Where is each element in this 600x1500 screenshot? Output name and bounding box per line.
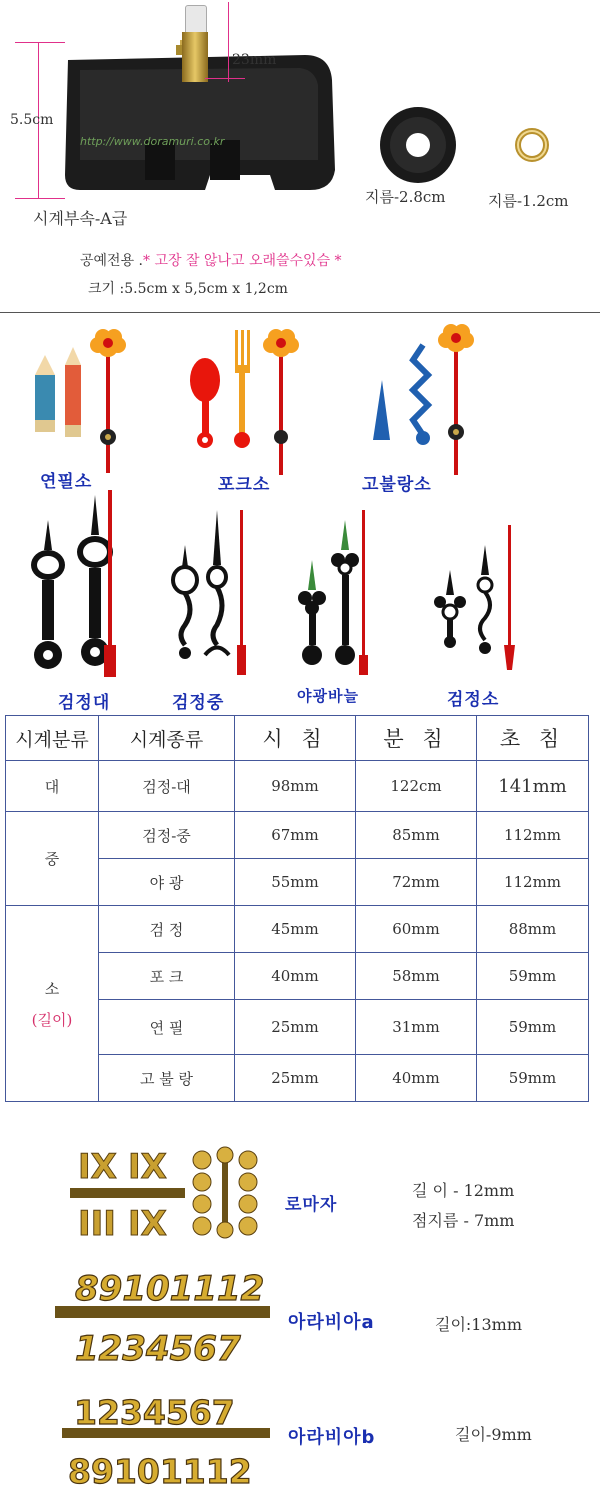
cell-second: 112mm (477, 859, 589, 906)
cell-second: 88mm (477, 906, 589, 953)
cell-hour: 40mm (235, 953, 356, 1000)
arabic-a-spec: 길이:13mm (435, 1315, 523, 1334)
pencil-label: 연필소 (40, 472, 93, 492)
cell-type: 검정-대 (99, 761, 235, 812)
cell-hour: 55mm (235, 859, 356, 906)
table-row (6, 761, 589, 812)
height-dimension: 5.5cm (10, 112, 54, 128)
arabic-b-top: 1234567 (74, 1393, 235, 1432)
note-line-1 (80, 250, 342, 270)
note-line-2: 크기 :5.5cm x 5,5cm x 1,2cm (88, 281, 288, 297)
arabic-b-label: 아라비아b (288, 1427, 376, 1448)
roman-spec-length: 길 이 - 12mm (412, 1181, 515, 1200)
dim-line-top (15, 42, 65, 43)
note-prefix: 공예전용 . (80, 253, 143, 269)
shaft-dimension: 23mm (232, 52, 277, 68)
arabic-b-numerals-image (62, 1388, 272, 1493)
cell-type: 검정-중 (99, 812, 235, 859)
roman-glyph: III (78, 1204, 116, 1244)
cell-hour: 67mm (235, 812, 356, 859)
cell-minute: 72mm (356, 859, 477, 906)
luminous-hands-image (290, 510, 400, 685)
cell-category: 중 (6, 812, 99, 906)
hands-spec-table (5, 715, 589, 1102)
arabic-b-bottom: 89101112 (68, 1452, 252, 1491)
header-hour: 시 침 (235, 716, 356, 761)
luminous-label: 야광바늘 (297, 687, 359, 705)
cell-second: 59mm (477, 1000, 589, 1055)
washer-image (378, 105, 458, 185)
cell-type: 연 필 (99, 1000, 235, 1055)
cell-minute: 85mm (356, 812, 477, 859)
cell-type: 포 크 (99, 953, 235, 1000)
note-pink: * 고장 잘 않나고 오래쓸수있슴 * (143, 253, 342, 269)
fork-hands-image (185, 325, 305, 475)
cell-minute: 40mm (356, 1055, 477, 1102)
brass-ring-image (515, 128, 549, 162)
header-second: 초 침 (477, 716, 589, 761)
shaft-brass (182, 32, 208, 82)
divider (0, 312, 600, 313)
black-large-hands-image (20, 490, 150, 690)
table-header-row (6, 716, 589, 761)
cell-second: 141mm (477, 761, 589, 812)
arabic-a-bottom: 1234567 (75, 1329, 241, 1369)
cell-hour: 45mm (235, 906, 356, 953)
cell-type: 고 불 랑 (99, 1055, 235, 1102)
black-medium-label: 검정중 (172, 693, 225, 713)
roman-spec-dot: 점지름 - 7mm (412, 1211, 515, 1230)
pencil-hands-image (25, 325, 145, 475)
cell-hour: 25mm (235, 1055, 356, 1102)
gobullang-label: 고불랑소 (362, 475, 432, 495)
black-small-hands-image (430, 520, 540, 680)
dim-line-shaft-base (205, 78, 245, 79)
cell-category (6, 906, 99, 1102)
cell-hour: 98mm (235, 761, 356, 812)
dim-line-bottom (15, 198, 65, 199)
table-row (6, 906, 589, 953)
roman-glyph: IX (128, 1147, 167, 1187)
gobullang-hands-image (368, 320, 488, 475)
black-small-label: 검정소 (447, 690, 500, 710)
table-row (6, 812, 589, 859)
arabic-a-top: 89101112 (75, 1269, 265, 1309)
black-medium-hands-image (165, 505, 275, 685)
roman-glyph: IX (78, 1147, 117, 1187)
cell-category: 대 (6, 761, 99, 812)
arabic-b-spec: 길이-9mm (455, 1425, 532, 1444)
roman-label: 로마자 (285, 1195, 338, 1215)
watermark-text: http://www.doramuri.co.kr (80, 135, 225, 148)
arabic-a-label: 아라비아a (288, 1312, 375, 1333)
cell-second: 59mm (477, 953, 589, 1000)
fork-label: 포크소 (218, 475, 271, 495)
black-large-label: 검정대 (58, 693, 111, 713)
cell-hour: 25mm (235, 1000, 356, 1055)
roman-numerals-image (70, 1140, 275, 1245)
movement-caption: 시계부속-A급 (33, 209, 128, 228)
category-small: 소 (44, 979, 60, 998)
washer-caption: 지름-2.8cm (365, 188, 446, 206)
roman-glyph: IX (128, 1204, 167, 1244)
cell-type: 검 정 (99, 906, 235, 953)
cell-minute: 60mm (356, 906, 477, 953)
cell-type: 야 광 (99, 859, 235, 906)
cell-minute: 122cm (356, 761, 477, 812)
cell-second: 59mm (477, 1055, 589, 1102)
arabic-a-numerals-image (55, 1262, 275, 1372)
cell-minute: 58mm (356, 953, 477, 1000)
cell-minute: 31mm (356, 1000, 477, 1055)
header-minute: 분 침 (356, 716, 477, 761)
ring-caption: 지름-1.2cm (488, 192, 569, 210)
dim-line-shaft (228, 2, 229, 82)
header-category: 시계분류 (6, 716, 99, 761)
category-small-sub: (길이) (31, 1010, 73, 1029)
header-type: 시계종류 (99, 716, 235, 761)
cell-second: 112mm (477, 812, 589, 859)
